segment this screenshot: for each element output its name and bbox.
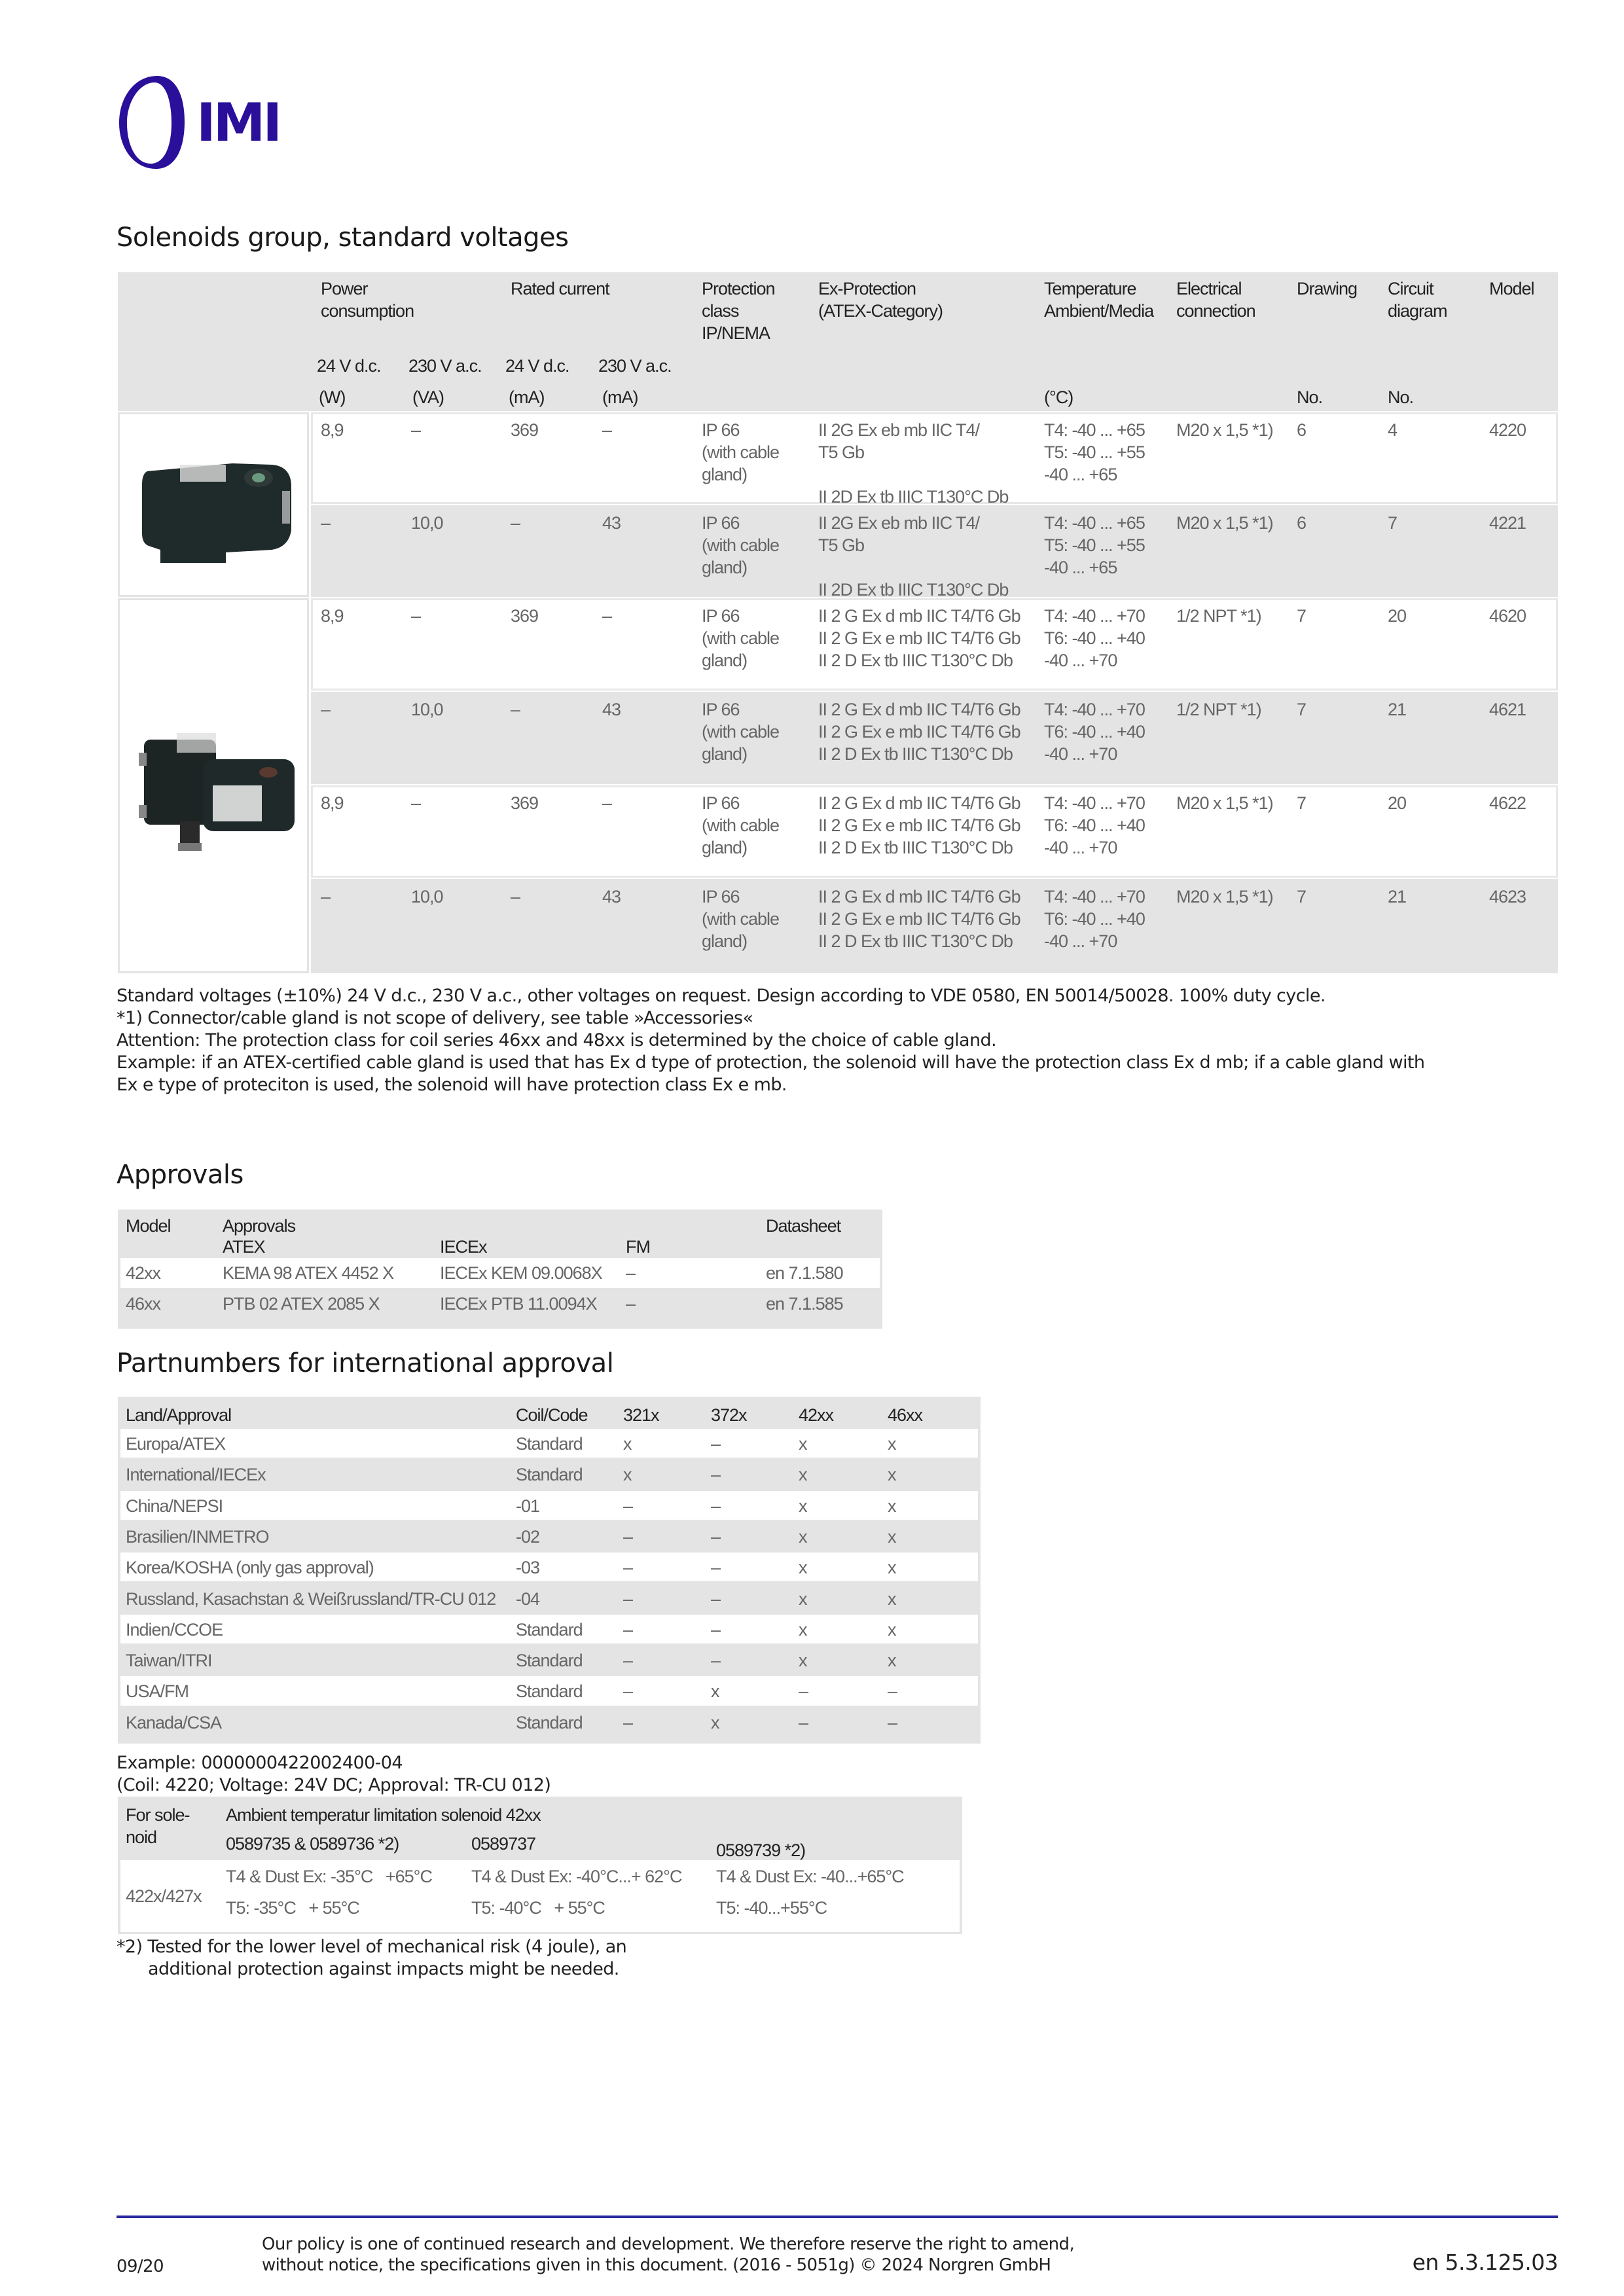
approvals-header-model: Model (126, 1216, 171, 1236)
footer-date: 09/20 (117, 2257, 164, 2276)
header-electrical-connection: Electrical connection (1176, 279, 1255, 321)
pn-cell-value: x (888, 1526, 896, 1547)
pn-cell-value: x (799, 1465, 807, 1485)
unit-w: (W) (319, 387, 346, 407)
cell-circuit-no: 20 (1388, 793, 1407, 813)
pn-cell-value: – (711, 1526, 721, 1547)
cell-model: 4221 (1489, 513, 1526, 533)
pn-cell-value: x (711, 1681, 719, 1702)
pn-cell-value: x (888, 1619, 896, 1640)
cell-power-230vac: 10,0 (411, 700, 443, 719)
solenoids-title: Solenoids group, standard voltages (117, 223, 569, 253)
pn-cell-value: x (888, 1651, 896, 1671)
approvals-cell-atex: PTB 02 ATEX 2085 X (223, 1294, 380, 1314)
temp-r1c1: T4 & Dust Ex: -35°C +65°C (226, 1867, 432, 1886)
pn-cell-value: – (799, 1681, 808, 1702)
cell-ex-protection: II 2G Ex eb mb IIC T4/ T5 Gb II 2D Ex tb IIIC T130°C Db (818, 513, 1009, 600)
cell-temperature: T4: -40 ... +70 T6: -40 ... +40 -40 ... +70 (1044, 793, 1145, 857)
pn-cell-value: x (711, 1712, 719, 1732)
cell-current-24vdc: 369 (511, 793, 539, 813)
header-circuit-diagram: Circuit diagram (1388, 279, 1447, 321)
approvals-cell-datasheet: en 7.1.580 (766, 1263, 843, 1283)
cell-current-24vdc: – (511, 887, 520, 906)
pn-cell-land: Brasilien/INMETRO (126, 1526, 269, 1547)
cell-protection-class: IP 66 (with cable gland) (702, 606, 780, 670)
pn-cell-value: – (711, 1434, 721, 1454)
cell-model: 4620 (1489, 606, 1526, 626)
cell-current-230vac: 43 (602, 700, 621, 719)
header-ex-protection: Ex-Protection (ATEX-Category) (818, 279, 943, 321)
footer-policy-2: without notice, the specifications given in this document. (2016 - 5051g) © 2024 Norgren GmbH (262, 2255, 1051, 2275)
pn-cell-value: x (799, 1496, 807, 1516)
cell-drawing-no: 6 (1297, 420, 1307, 440)
header-power-consumption: Power consumption (321, 279, 414, 321)
cell-current-230vac: 43 (602, 513, 621, 533)
cell-temperature: T4: -40 ... +70 T6: -40 ... +40 -40 ... +70 (1044, 700, 1145, 764)
pn-cell-value: Standard (516, 1465, 583, 1485)
cell-circuit-no: 20 (1388, 606, 1407, 626)
cell-current-24vdc: 369 (511, 420, 539, 440)
cell-electrical-connection: M20 x 1,5 *1) (1176, 420, 1273, 440)
pn-cell-value: Standard (516, 1681, 583, 1702)
approvals-cell-fm: – (626, 1263, 636, 1283)
pn-cell-value: – (623, 1651, 633, 1671)
cell-drawing-no: 7 (1297, 887, 1307, 906)
approvals-cell-model: 42xx (126, 1263, 161, 1283)
header-temperature: Temperature Ambient/Media (1044, 279, 1154, 321)
header-rated-current: Rated current (511, 279, 609, 298)
cell-power-24vdc: 8,9 (321, 793, 344, 813)
pn-cell-value: – (623, 1681, 633, 1702)
solenoid-coil-46xx-image (131, 720, 301, 851)
cell-ex-protection: II 2G Ex eb mb IIC T4/ T5 Gb II 2D Ex tb IIIC T130°C Db (818, 420, 1009, 507)
cell-circuit-no: 21 (1388, 887, 1407, 906)
approvals-cell-model: 46xx (126, 1294, 161, 1314)
pn-cell-land: Europa/ATEX (126, 1434, 226, 1454)
pn-cell-value: x (888, 1558, 896, 1578)
pn-cell-value: -02 (516, 1526, 540, 1547)
cell-power-24vdc: 8,9 (321, 606, 344, 626)
pn-cell-value: x (888, 1496, 896, 1516)
cell-power-230vac: – (411, 793, 421, 813)
approvals-cell-iecex: IECEx KEM 09.0068X (440, 1263, 602, 1283)
pn-cell-value: – (711, 1651, 721, 1671)
cell-drawing-no: 7 (1297, 793, 1307, 813)
cell-protection-class: IP 66 (with cable gland) (702, 700, 780, 764)
temp-header-col2: 0589737 (471, 1834, 536, 1854)
header-voltage-230vac-current: 230 V a.c. (598, 356, 672, 376)
pn-cell-value: – (623, 1558, 633, 1578)
cell-temperature: T4: -40 ... +70 T6: -40 ... +40 -40 ... +70 (1044, 606, 1145, 670)
pn-cell-value: x (623, 1465, 632, 1485)
pn-header-coil-code: Coil/Code (516, 1405, 588, 1425)
cell-circuit-no: 4 (1388, 420, 1398, 440)
pn-cell-value: -03 (516, 1558, 540, 1578)
pn-cell-value: – (623, 1588, 633, 1609)
pn-cell-value: x (623, 1434, 632, 1454)
temp-footnote-1: *2) Tested for the lower level of mechanical risk (4 joule), an (117, 1937, 627, 1957)
temp-header-col1: 0589735 & 0589736 *2) (226, 1834, 399, 1854)
pn-cell-land: Taiwan/ITRI (126, 1651, 212, 1671)
approvals-header-atex: ATEX (223, 1237, 265, 1257)
pn-cell-value: – (888, 1681, 897, 1702)
pn-cell-land: Indien/CCOE (126, 1619, 223, 1640)
pn-header-46xx: 46xx (888, 1405, 923, 1425)
unit-ma-24: (mA) (509, 387, 545, 407)
cell-ex-protection: II 2 G Ex d mb IIC T4/T6 Gb II 2 G Ex e mb IIC T4/T6 Gb II 2 D Ex tb IIIC T130°C Db (818, 793, 1020, 857)
pn-cell-value: – (623, 1619, 633, 1640)
pn-cell-value: x (888, 1465, 896, 1485)
pn-cell-value: x (888, 1588, 896, 1609)
cell-drawing-no: 7 (1297, 606, 1307, 626)
pn-cell-value: Standard (516, 1619, 583, 1640)
note-attention: Attention: The protection class for coil series 46xx and 48xx is determined by the choice of cable gland. (117, 1030, 997, 1050)
pn-header-372x: 372x (711, 1405, 747, 1425)
cell-drawing-no: 6 (1297, 513, 1307, 533)
pn-header-42xx: 42xx (799, 1405, 834, 1425)
pn-cell-value: x (799, 1526, 807, 1547)
cell-circuit-no: 21 (1388, 700, 1407, 719)
temp-header-title: Ambient temperatur limitation solenoid 42xx (226, 1805, 541, 1825)
cell-model: 4621 (1489, 700, 1526, 719)
cell-protection-class: IP 66 (with cable gland) (702, 793, 780, 857)
approvals-cell-datasheet: en 7.1.585 (766, 1294, 843, 1314)
cell-current-230vac: – (602, 606, 612, 626)
pn-cell-value: – (711, 1496, 721, 1516)
cell-ex-protection: II 2 G Ex d mb IIC T4/T6 Gb II 2 G Ex e mb IIC T4/T6 Gb II 2 D Ex tb IIIC T130°C Db (818, 887, 1020, 951)
unit-va: (VA) (412, 387, 444, 407)
cell-protection-class: IP 66 (with cable gland) (702, 513, 780, 577)
pn-cell-value: – (711, 1558, 721, 1578)
approvals-header-fm: FM (626, 1237, 650, 1257)
temp-header-for-solenoid: For sole- noid (126, 1805, 190, 1847)
cell-drawing-no: 7 (1297, 700, 1307, 719)
pn-cell-value: x (799, 1434, 807, 1454)
header-model: Model (1489, 279, 1534, 298)
pn-cell-value: Standard (516, 1651, 583, 1671)
note-standard-voltages: Standard voltages (±10%) 24 V d.c., 230 V a.c., other voltages on request. Design according to VDE 0580, EN 50014/50028. 100% duty cycle. (117, 986, 1326, 1006)
temp-r1c2: T4 & Dust Ex: -40°C...+ 62°C (471, 1867, 682, 1886)
pn-cell-value: -01 (516, 1496, 540, 1516)
header-voltage-24vdc-current: 24 V d.c. (505, 356, 569, 376)
cell-power-24vdc: 8,9 (321, 420, 344, 440)
temp-footnote-2: additional protection against impacts might be needed. (148, 1959, 619, 1979)
cell-power-230vac: 10,0 (411, 513, 443, 533)
footer-doc-number: en 5.3.125.03 (1412, 2250, 1558, 2275)
note-example-2: Ex e type of proteciton is used, the solenoid will have protection class Ex e mb. (117, 1075, 787, 1095)
approvals-header-approvals: Approvals (223, 1216, 296, 1236)
pn-cell-land: Russland, Kasachstan & Weißrussland/TR-CU 012 (126, 1588, 496, 1609)
cell-power-230vac: – (411, 420, 421, 440)
cell-ex-protection: II 2 G Ex d mb IIC T4/T6 Gb II 2 G Ex e mb IIC T4/T6 Gb II 2 D Ex tb IIIC T130°C Db (818, 606, 1020, 670)
partnumbers-title: Partnumbers for international approval (117, 1348, 614, 1378)
cell-current-230vac: 43 (602, 887, 621, 906)
example-partnumber: Example: 0000000422002400-04 (117, 1753, 403, 1773)
cell-temperature: T4: -40 ... +65 T5: -40 ... +55 -40 ... +65 (1044, 420, 1145, 484)
cell-ex-protection: II 2 G Ex d mb IIC T4/T6 Gb II 2 G Ex e mb IIC T4/T6 Gb II 2 D Ex tb IIIC T130°C Db (818, 700, 1020, 764)
cell-power-230vac: 10,0 (411, 887, 443, 906)
pn-cell-land: Kanada/CSA (126, 1712, 222, 1732)
cell-temperature: T4: -40 ... +70 T6: -40 ... +40 -40 ... +70 (1044, 887, 1145, 951)
footer-rule (117, 2215, 1558, 2218)
pn-cell-value: – (623, 1712, 633, 1732)
temp-r2c1: T5: -35°C + 55°C (226, 1898, 359, 1918)
pn-cell-value: – (711, 1619, 721, 1640)
cell-electrical-connection: 1/2 NPT *1) (1176, 606, 1261, 626)
cell-model: 4220 (1489, 420, 1526, 440)
cell-temperature: T4: -40 ... +65 T5: -40 ... +55 -40 ... +65 (1044, 513, 1145, 577)
pn-cell-value: – (711, 1465, 721, 1485)
pn-cell-value: – (799, 1712, 808, 1732)
approvals-header-iecex: IECEx (440, 1237, 487, 1257)
pn-cell-value: x (888, 1434, 896, 1454)
cell-model: 4622 (1489, 793, 1526, 813)
unit-drawing-no: No. (1297, 387, 1323, 407)
unit-circuit-no: No. (1388, 387, 1414, 407)
pn-cell-value: – (888, 1712, 897, 1732)
cell-current-24vdc: 369 (511, 606, 539, 626)
temp-row-label: 422x/427x (126, 1886, 202, 1906)
approvals-header-datasheet: Datasheet (766, 1216, 841, 1236)
approvals-cell-iecex: IECEx PTB 11.0094X (440, 1294, 597, 1314)
approvals-cell-fm: – (626, 1294, 636, 1314)
cell-power-24vdc: – (321, 700, 331, 719)
cell-power-24vdc: – (321, 513, 331, 533)
cell-current-24vdc: – (511, 513, 520, 533)
pn-row-bg (120, 1491, 978, 1520)
cell-electrical-connection: 1/2 NPT *1) (1176, 700, 1261, 719)
pn-cell-land: China/NEPSI (126, 1496, 223, 1516)
imi-logo (117, 73, 326, 171)
pn-cell-value: – (623, 1496, 633, 1516)
cell-power-230vac: – (411, 606, 421, 626)
footer-policy-1: Our policy is one of continued research and development. We therefore reserve the right to amend, (262, 2234, 1075, 2254)
imi-logo-text: IMI (196, 92, 280, 153)
pn-cell-value: – (623, 1526, 633, 1547)
note-example-1: Example: if an ATEX-certified cable gland is used that has Ex d type of protection, the solenoid will have the protection class Ex d mb; if a cable gland with (117, 1052, 1425, 1073)
cell-protection-class: IP 66 (with cable gland) (702, 420, 780, 484)
pn-cell-value: x (799, 1558, 807, 1578)
header-voltage-230vac-power: 230 V a.c. (408, 356, 482, 376)
cell-circuit-no: 7 (1388, 513, 1398, 533)
pn-cell-land: USA/FM (126, 1681, 189, 1702)
unit-ma-230: (mA) (602, 387, 638, 407)
header-protection-class: Protection class IP/NEMA (702, 279, 775, 343)
pn-cell-value: x (799, 1588, 807, 1609)
temp-r1c3: T4 & Dust Ex: -40...+65°C (716, 1867, 904, 1886)
imi-logo-ring-icon (117, 73, 189, 171)
cell-current-24vdc: – (511, 700, 520, 719)
pn-header-land: Land/Approval (126, 1405, 232, 1425)
pn-cell-land: International/IECEx (126, 1465, 266, 1485)
cell-protection-class: IP 66 (with cable gland) (702, 887, 780, 951)
unit-celsius: (°C) (1044, 387, 1074, 407)
header-voltage-24vdc-power: 24 V d.c. (317, 356, 381, 376)
pn-cell-value: -04 (516, 1588, 540, 1609)
temp-header-col3: 0589739 *2) (716, 1840, 806, 1860)
solenoid-coil-42xx-image (134, 445, 298, 563)
cell-power-24vdc: – (321, 887, 331, 906)
header-drawing: Drawing (1297, 279, 1358, 298)
cell-model: 4623 (1489, 887, 1526, 906)
pn-cell-value: x (799, 1619, 807, 1640)
temp-r2c3: T5: -40...+55°C (716, 1898, 827, 1918)
temp-r2c2: T5: -40°C + 55°C (471, 1898, 605, 1918)
pn-cell-value: Standard (516, 1712, 583, 1732)
pn-cell-value: Standard (516, 1434, 583, 1454)
cell-electrical-connection: M20 x 1,5 *1) (1176, 793, 1273, 813)
cell-current-230vac: – (602, 793, 612, 813)
cell-current-230vac: – (602, 420, 612, 440)
example-explanation: (Coil: 4220; Voltage: 24V DC; Approval: TR-CU 012) (117, 1775, 551, 1795)
note-connector: *1) Connector/cable gland is not scope of delivery, see table »Accessories« (117, 1008, 753, 1028)
cell-electrical-connection: M20 x 1,5 *1) (1176, 513, 1273, 533)
approvals-title: Approvals (117, 1160, 244, 1190)
pn-header-321x: 321x (623, 1405, 659, 1425)
pn-cell-land: Korea/KOSHA (only gas approval) (126, 1558, 374, 1578)
cell-electrical-connection: M20 x 1,5 *1) (1176, 887, 1273, 906)
approvals-cell-atex: KEMA 98 ATEX 4452 X (223, 1263, 394, 1283)
pn-cell-value: x (799, 1651, 807, 1671)
pn-cell-value: – (711, 1588, 721, 1609)
